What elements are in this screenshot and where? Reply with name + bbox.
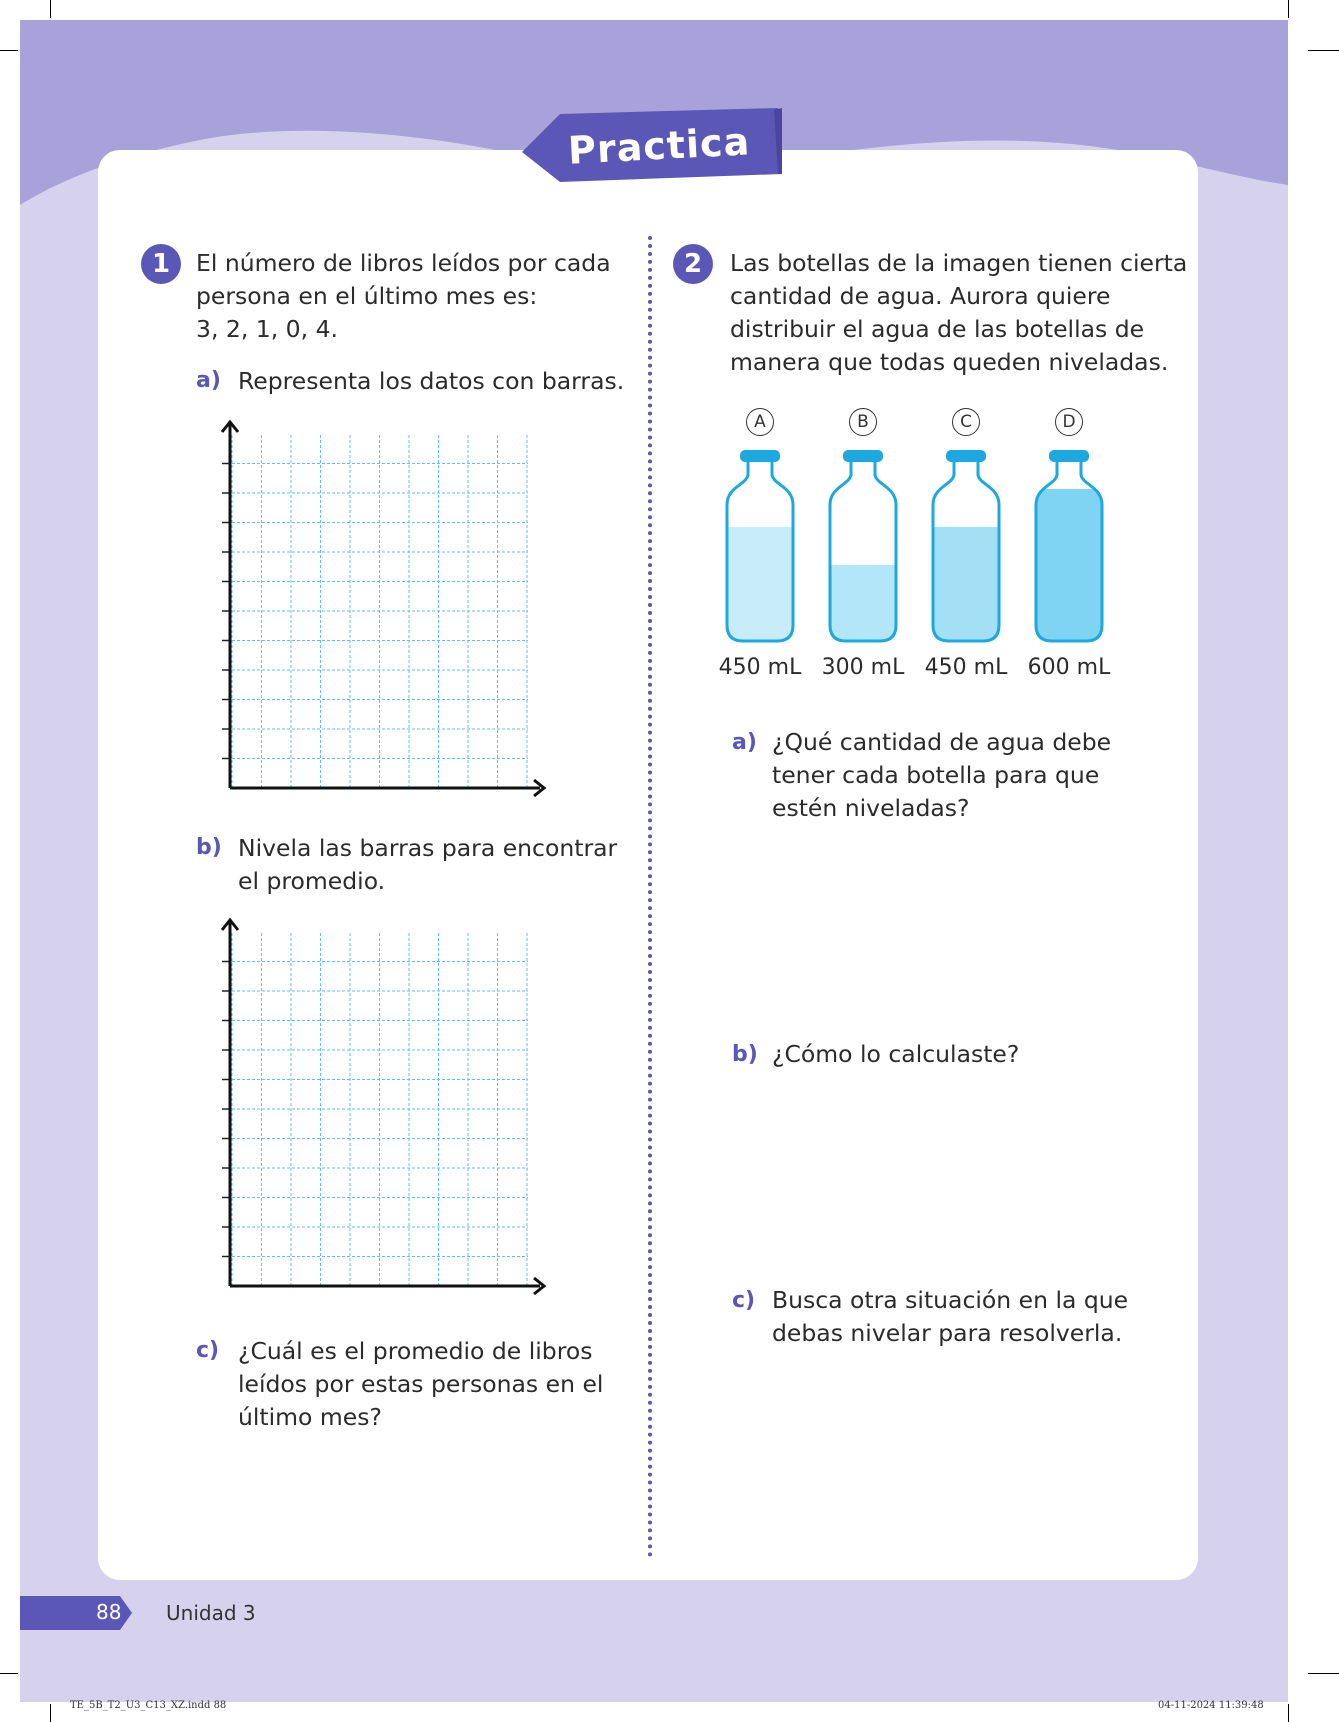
page-number: 88 xyxy=(96,1600,122,1624)
bottle-cap xyxy=(1049,450,1089,462)
crop-mark xyxy=(0,50,18,51)
question-1-line: El número de libros leídos por cada xyxy=(196,249,611,277)
question-1-number: 1 xyxy=(141,244,181,284)
q1-b-letter: b) xyxy=(196,835,222,860)
bottle-cap xyxy=(843,450,883,462)
crop-mark xyxy=(1288,0,1289,18)
q1-b-text xyxy=(238,832,617,898)
question-1-line: 3, 2, 1, 0, 4. xyxy=(196,315,338,343)
q2-a-line: estén niveladas? xyxy=(772,794,970,822)
bottle-d xyxy=(1036,450,1102,643)
bottle-water xyxy=(727,527,793,643)
bottle-a-letter: A xyxy=(746,408,774,436)
q1-c-text xyxy=(238,1335,603,1434)
bar-graph-grid-b[interactable] xyxy=(210,916,550,1296)
bottle-b-letter: B xyxy=(849,408,877,436)
crop-mark xyxy=(50,0,51,18)
q1-c-line: ¿Cuál es el promedio de libros xyxy=(238,1337,593,1365)
crop-mark xyxy=(1288,1704,1289,1722)
question-1-line: persona en el último mes es: xyxy=(196,282,538,310)
crop-mark xyxy=(1308,1673,1339,1674)
crop-mark xyxy=(50,1704,51,1722)
bottle-b-label: 300 mL xyxy=(821,655,905,680)
unit-label: Unidad 3 xyxy=(166,1601,256,1625)
q2-c-text xyxy=(772,1284,1128,1350)
question-2-line: distribuir el agua de las botellas de xyxy=(730,315,1145,343)
q2-a-line: ¿Qué cantidad de agua debe xyxy=(772,728,1112,756)
q1-c-line: último mes? xyxy=(238,1403,382,1431)
print-timestamp: 04-11-2024 11:39:48 xyxy=(1158,1700,1264,1711)
file-name: TE_5B_T2_U3_C13_XZ.indd 88 xyxy=(70,1700,227,1711)
q2-b-letter: b) xyxy=(732,1042,758,1067)
q2-a-text xyxy=(772,726,1111,825)
q2-b-text: ¿Cómo lo calculaste? xyxy=(772,1040,1020,1068)
crop-mark xyxy=(1308,50,1339,51)
q1-c-line: leídos por estas personas en el xyxy=(238,1370,604,1398)
question-2-line: cantidad de agua. Aurora quiere xyxy=(730,282,1111,310)
bottles-drawing xyxy=(715,445,1135,645)
question-2-line: manera que todas queden niveladas. xyxy=(730,348,1169,376)
bottle-water xyxy=(1036,489,1102,643)
q1-a-text: Representa los datos con barras. xyxy=(238,367,625,395)
q2-a-line: tener cada botella para que xyxy=(772,761,1100,789)
page-title: Practica xyxy=(566,119,752,173)
q2-c-line: Busca otra situación en la que xyxy=(772,1286,1129,1314)
bottle-b xyxy=(830,450,896,643)
q2-a-letter: a) xyxy=(732,730,757,755)
bottle-d-letter: D xyxy=(1055,408,1083,436)
q1-b-line: Nivela las barras para encontrar xyxy=(238,834,618,862)
q1-a-letter: a) xyxy=(196,368,221,393)
bottle-water xyxy=(933,527,999,643)
bottle-cap xyxy=(946,450,986,462)
bottle-c-label: 450 mL xyxy=(924,655,1008,680)
q1-c-letter: c) xyxy=(196,1338,220,1363)
question-2-line: Las botellas de la imagen tienen cierta xyxy=(730,249,1188,277)
question-2-number: 2 xyxy=(673,244,713,284)
bottle-d-label: 600 mL xyxy=(1027,655,1111,680)
crop-mark xyxy=(0,1673,18,1674)
q2-c-line: debas nivelar para resolverla. xyxy=(772,1319,1123,1347)
q1-b-line: el promedio. xyxy=(238,867,386,895)
q2-c-letter: c) xyxy=(732,1288,756,1313)
bottle-water xyxy=(830,565,896,643)
bottle-a-label: 450 mL xyxy=(718,655,802,680)
bottle-a xyxy=(727,450,793,643)
bottle-c-letter: C xyxy=(952,408,980,436)
bar-graph-grid-a[interactable] xyxy=(210,418,550,798)
question-2-text xyxy=(730,247,1187,379)
column-divider xyxy=(648,236,652,1558)
bottle-c xyxy=(933,450,999,643)
bottle-cap xyxy=(740,450,780,462)
question-1-text xyxy=(196,247,611,346)
